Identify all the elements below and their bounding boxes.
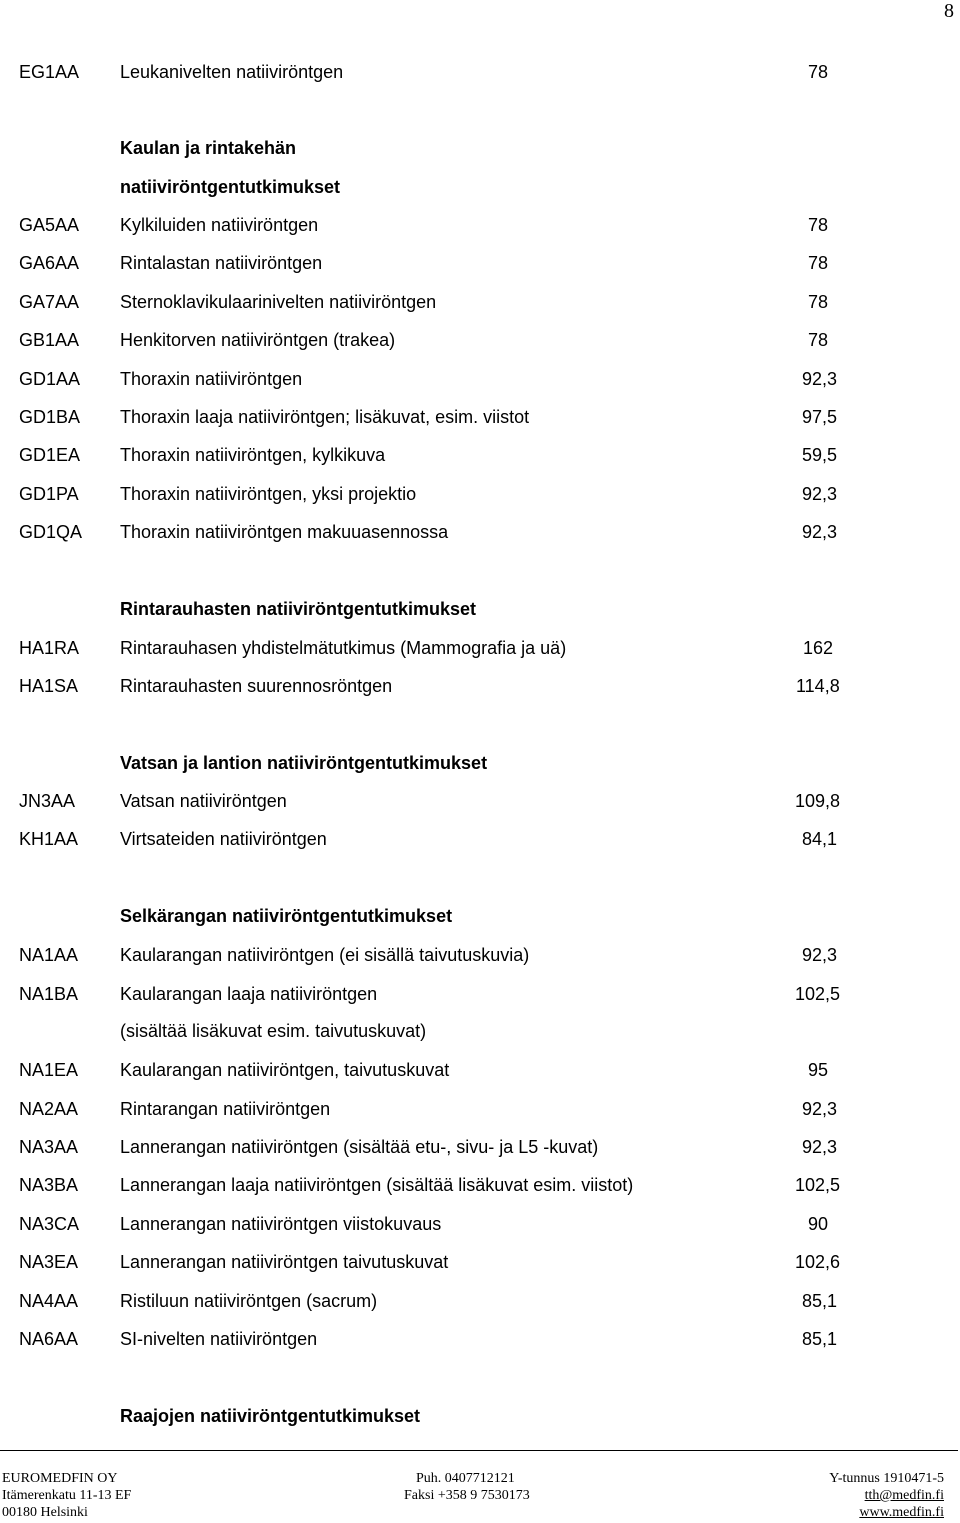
procedure-description: Rintalastan natiiviröntgen — [120, 253, 323, 273]
table-row — [0, 676, 960, 700]
table-row — [0, 292, 960, 316]
procedure-code: GD1EA — [19, 445, 81, 465]
procedure-description: Kaularangan natiiviröntgen (ei sisällä taivutuskuvia) — [120, 945, 530, 965]
procedure-value: 95 — [808, 1060, 829, 1080]
table-row — [0, 253, 960, 277]
table-row — [0, 407, 960, 431]
table-row — [0, 984, 960, 1008]
procedure-description: Lannerangan natiiviröntgen taivutuskuvat — [120, 1252, 449, 1272]
table-row — [0, 369, 960, 393]
procedure-description: Lannerangan laaja natiiviröntgen (sisältää lisäkuvat esim. viistot) — [120, 1175, 634, 1195]
procedure-code: GD1AA — [19, 369, 81, 389]
procedure-description: Kylkiluiden natiiviröntgen — [120, 215, 319, 235]
procedure-value: 78 — [808, 330, 829, 350]
footer-company-name: EUROMEDFIN OY — [2, 1471, 118, 1486]
procedure-value: 92,3 — [802, 484, 838, 504]
procedure-value: 85,1 — [802, 1291, 838, 1311]
procedure-description: Kaularangan laaja natiiviröntgen — [120, 984, 378, 1004]
procedure-value: 84,1 — [802, 829, 838, 849]
procedure-description: Vatsan natiiviröntgen — [120, 791, 287, 811]
procedure-description: SI-nivelten natiiviröntgen — [120, 1329, 318, 1349]
procedure-description: Leukanivelten natiiviröntgen — [120, 62, 344, 82]
procedure-value: 90 — [808, 1214, 829, 1234]
section-heading: natiiviröntgentutkimukset — [120, 177, 341, 197]
table-row — [0, 1099, 960, 1123]
procedure-description: Thoraxin natiiviröntgen, kylkikuva — [120, 445, 386, 465]
procedure-code: EG1AA — [19, 62, 80, 82]
table-row — [0, 215, 960, 239]
footer-company-info — [2, 1470, 131, 1521]
procedure-value: 109,8 — [795, 791, 841, 811]
footer-street-address: Itämerenkatu 11-13 EF — [2, 1488, 132, 1503]
procedure-description: Kaularangan natiiviröntgen, taivutuskuvat — [120, 1060, 450, 1080]
procedure-code: NA1EA — [19, 1060, 79, 1080]
procedure-value: 92,3 — [802, 522, 838, 542]
procedure-value: 78 — [808, 62, 829, 82]
section-heading: Kaulan ja rintakehän — [120, 138, 297, 158]
procedure-description: Thoraxin natiiviröntgen, yksi projektio — [120, 484, 417, 504]
procedure-code: GD1BA — [19, 407, 81, 427]
procedure-code: NA6AA — [19, 1329, 79, 1349]
procedure-value: 162 — [803, 638, 834, 658]
procedure-value: 97,5 — [802, 407, 838, 427]
procedure-description: Lannerangan natiiviröntgen (sisältää etu-, sivu- ja L5 -kuvat) — [120, 1137, 599, 1157]
procedure-code: GA6AA — [19, 253, 80, 273]
table-row — [0, 829, 960, 853]
procedure-value: 92,3 — [802, 369, 838, 389]
procedure-code: JN3AA — [19, 791, 76, 811]
procedure-description: Rintarauhasten suurennosröntgen — [120, 676, 393, 696]
procedure-value: 92,3 — [802, 945, 838, 965]
procedure-description: Rintarauhasen yhdistelmätutkimus (Mammografia ja uä) — [120, 638, 567, 658]
footer-divider — [0, 1450, 958, 1451]
procedure-value: 102,5 — [795, 984, 841, 1004]
footer-contact-info — [404, 1470, 530, 1504]
procedure-description: Thoraxin natiiviröntgen — [120, 369, 303, 389]
procedure-code: GD1PA — [19, 484, 79, 504]
procedure-description: Rintarangan natiiviröntgen — [120, 1099, 331, 1119]
procedure-value: 102,6 — [795, 1252, 841, 1272]
procedure-value: 78 — [808, 253, 829, 273]
procedure-code: NA3EA — [19, 1252, 79, 1272]
procedure-code: HA1RA — [19, 638, 80, 658]
page-number: 8 — [944, 0, 954, 22]
table-row — [0, 791, 960, 815]
procedure-description: Lannerangan natiiviröntgen viistokuvaus — [120, 1214, 442, 1234]
procedure-code: NA3CA — [19, 1214, 80, 1234]
section-heading: Selkärangan natiiviröntgentutkimukset — [120, 906, 453, 926]
section-heading: Rintarauhasten natiiviröntgentutkimukset — [120, 599, 477, 619]
procedure-code: NA3AA — [19, 1137, 79, 1157]
procedure-description: Henkitorven natiiviröntgen (trakea) — [120, 330, 396, 350]
procedure-description: Sternoklavikulaarinivelten natiiviröntgen — [120, 292, 437, 312]
procedure-code: GA7AA — [19, 292, 80, 312]
procedure-code: NA1AA — [19, 945, 79, 965]
procedure-description: Thoraxin laaja natiiviröntgen; lisäkuvat, esim. viistot — [120, 407, 530, 427]
section-heading: Raajojen natiiviröntgentutkimukset — [120, 1406, 421, 1426]
footer-website-link[interactable]: www.medfin.fi — [859, 1505, 944, 1520]
footer-phone: Puh. 0407712121 — [416, 1471, 515, 1486]
procedure-value: 92,3 — [802, 1137, 838, 1157]
procedure-value: 92,3 — [802, 1099, 838, 1119]
section-heading: Vatsan ja lantion natiiviröntgentutkimukset — [120, 753, 488, 773]
procedure-description: Thoraxin natiiviröntgen makuuasennossa — [120, 522, 449, 542]
table-row — [0, 1060, 960, 1084]
procedure-code: NA1BA — [19, 984, 79, 1004]
procedure-value: 78 — [808, 292, 829, 312]
procedure-code: NA4AA — [19, 1291, 79, 1311]
table-row — [0, 945, 960, 969]
table-row — [0, 638, 960, 662]
table-row — [0, 1252, 960, 1276]
table-row — [0, 1214, 960, 1238]
footer-business-info — [829, 1470, 944, 1521]
table-row — [0, 522, 960, 546]
table-row — [0, 330, 960, 354]
footer-postal-address: 00180 Helsinki — [2, 1505, 88, 1520]
procedure-value: 102,5 — [795, 1175, 841, 1195]
table-row — [0, 1291, 960, 1315]
procedure-code: HA1SA — [19, 676, 79, 696]
table-row — [0, 1021, 960, 1045]
table-row — [0, 1137, 960, 1161]
procedure-value: 78 — [808, 215, 829, 235]
procedure-code: NA3BA — [19, 1175, 79, 1195]
table-row — [0, 1329, 960, 1353]
footer-email-link[interactable]: tth@medfin.fi — [864, 1488, 944, 1503]
procedure-code: GB1AA — [19, 330, 80, 350]
procedure-code: NA2AA — [19, 1099, 79, 1119]
procedure-description: Virtsateiden natiiviröntgen — [120, 829, 327, 849]
procedure-description: Ristiluun natiiviröntgen (sacrum) — [120, 1291, 378, 1311]
procedure-code: GA5AA — [19, 215, 80, 235]
footer-fax: Faksi +358 9 7530173 — [404, 1488, 530, 1503]
procedure-code: GD1QA — [19, 522, 83, 542]
procedure-description: (sisältää lisäkuvat esim. taivutuskuvat) — [120, 1021, 427, 1041]
table-row — [0, 445, 960, 469]
footer-business-id: Y-tunnus 1910471-5 — [829, 1471, 944, 1486]
table-row — [0, 62, 960, 86]
procedure-code: KH1AA — [19, 829, 79, 849]
procedure-value: 85,1 — [802, 1329, 838, 1349]
table-row — [0, 1175, 960, 1199]
table-row — [0, 484, 960, 508]
procedure-value: 59,5 — [802, 445, 838, 465]
procedure-value: 114,8 — [796, 676, 840, 696]
